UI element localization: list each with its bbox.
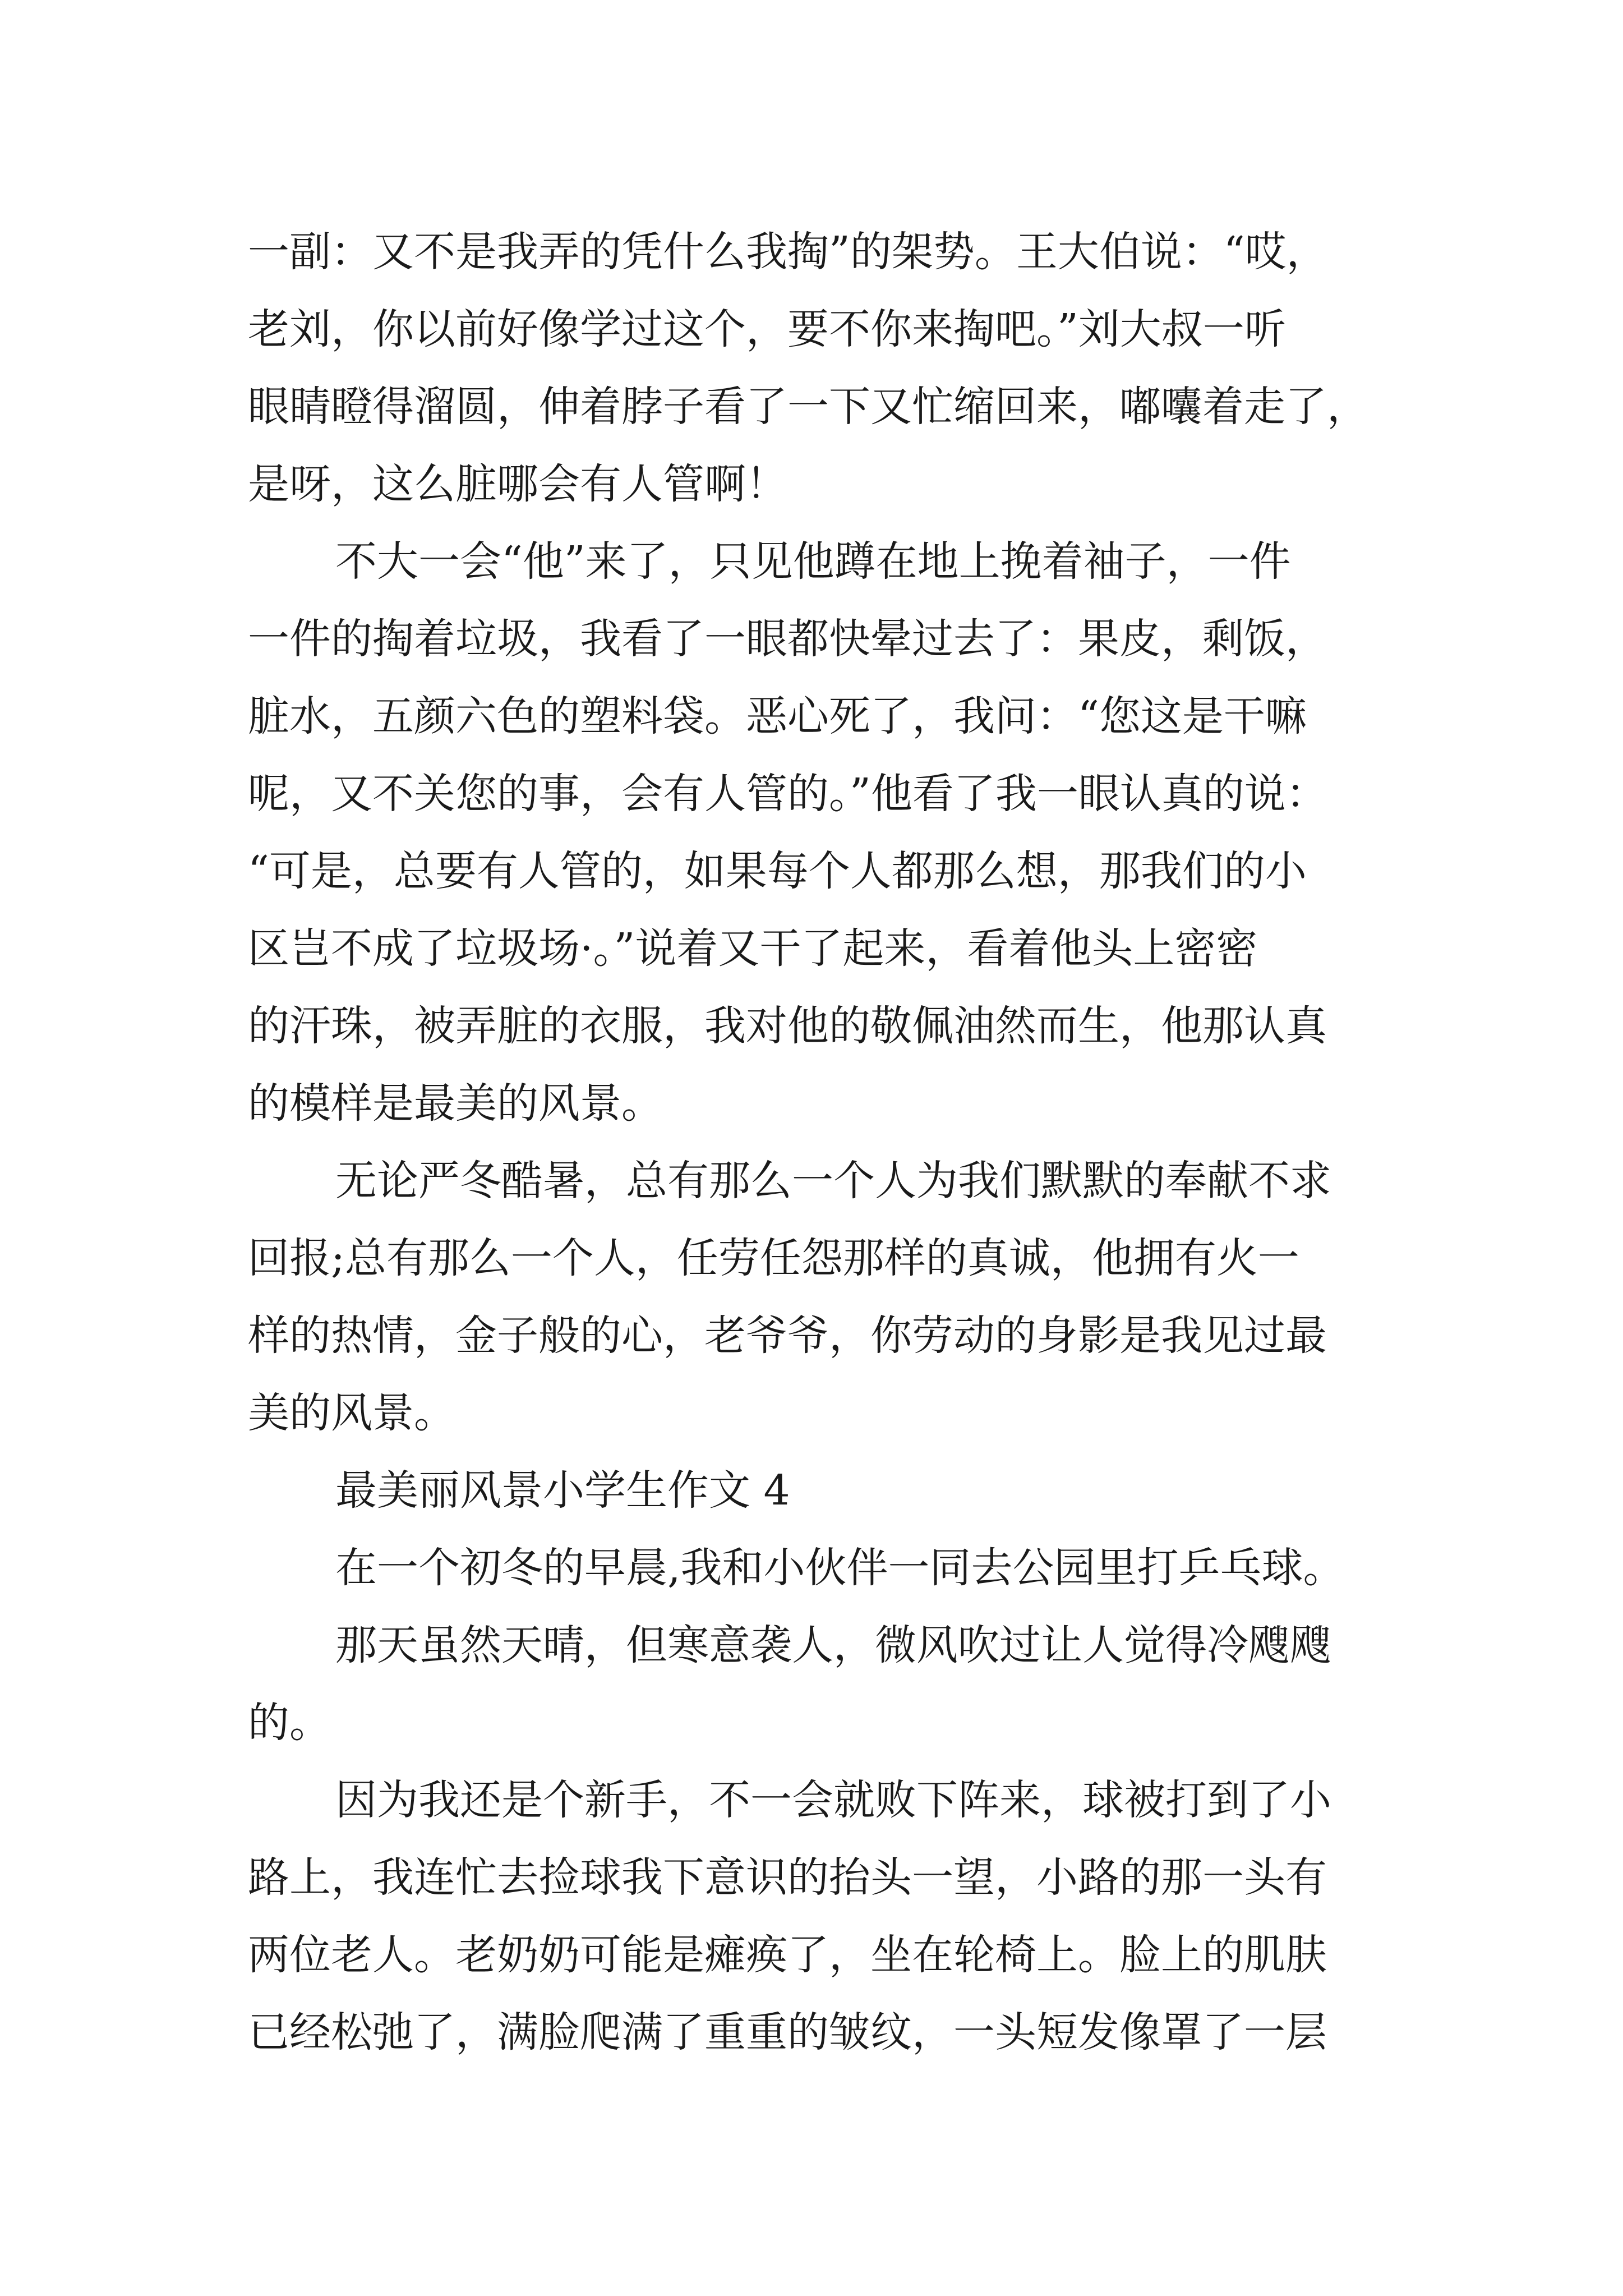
text-line: 一件的掏着垃圾，我看了一眼都快晕过去了：果皮，剩饭， — [248, 615, 1327, 663]
text-line: 呢，又不关您的事，会有人管的。”他看了我一眼认真的说： — [248, 770, 1327, 818]
text-line: 两位老人。老奶奶可能是瘫痪了，坐在轮椅上。脸上的肌肤 — [248, 1931, 1327, 1979]
text-line: 在一个初冬的早晨,我和小伙伴一同去公园里打乒乓球。 — [335, 1544, 1345, 1592]
text-line: 脏水，五颜六色的塑料袋。恶心死了，我问：“您这是干嘛 — [248, 692, 1307, 740]
text-line: 因为我还是个新手，不一会就败下阵来，球被打到了小 — [335, 1776, 1331, 1824]
text-line: 的汗珠，被弄脏的衣服，我对他的敬佩油然而生，他那认真 — [248, 1002, 1327, 1050]
text-line: 样的热情，金子般的心，老爷爷，你劳动的身影是我见过最 — [248, 1312, 1327, 1360]
text-line: 回报;总有那么一个人，任劳任怨那样的真诚，他拥有火一 — [248, 1234, 1299, 1282]
text-line: 的模样是最美的风景。 — [248, 1079, 663, 1128]
text-line: 最美丽风景小学生作文 4 — [335, 1466, 790, 1515]
text-line: 那天虽然天晴，但寒意袭人，微风吹过让人觉得冷飕飕 — [335, 1621, 1331, 1669]
text-line: 路上，我连忙去捡球我下意识的抬头一望，小路的那一头有 — [248, 1853, 1327, 1902]
article-body — [248, 213, 1426, 2071]
text-line: “可是，总要有人管的，如果每个人都那么想，那我们的小 — [248, 847, 1307, 895]
text-line: 是呀，这么脏哪会有人管啊！ — [248, 460, 787, 508]
text-line: 老刘，你以前好像学过这个，要不你来掏吧。”刘大叔一听 — [248, 305, 1286, 353]
text-line: 区岂不成了垃圾场·。”说着又干了起来，看着他头上密密 — [248, 924, 1258, 973]
text-line: 美的风景。 — [248, 1389, 455, 1437]
text-line: 的。 — [248, 1699, 331, 1747]
text-line: 无论严冬酷暑，总有那么一个人为我们默默的奉献不求 — [335, 1157, 1331, 1205]
text-line: 不大一会“他”来了，只见他蹲在地上挽着袖子，一件 — [335, 537, 1291, 586]
text-line: 眼睛瞪得溜圆，伸着脖子看了一下又忙缩回来，嘟囔着走了， — [248, 383, 1368, 431]
text-line: 已经松弛了，满脸爬满了重重的皱纹，一头短发像罩了一层 — [248, 2008, 1327, 2056]
text-line: 一副：又不是我弄的凭什么我掏”的架势。王大伯说：“哎， — [248, 228, 1328, 276]
